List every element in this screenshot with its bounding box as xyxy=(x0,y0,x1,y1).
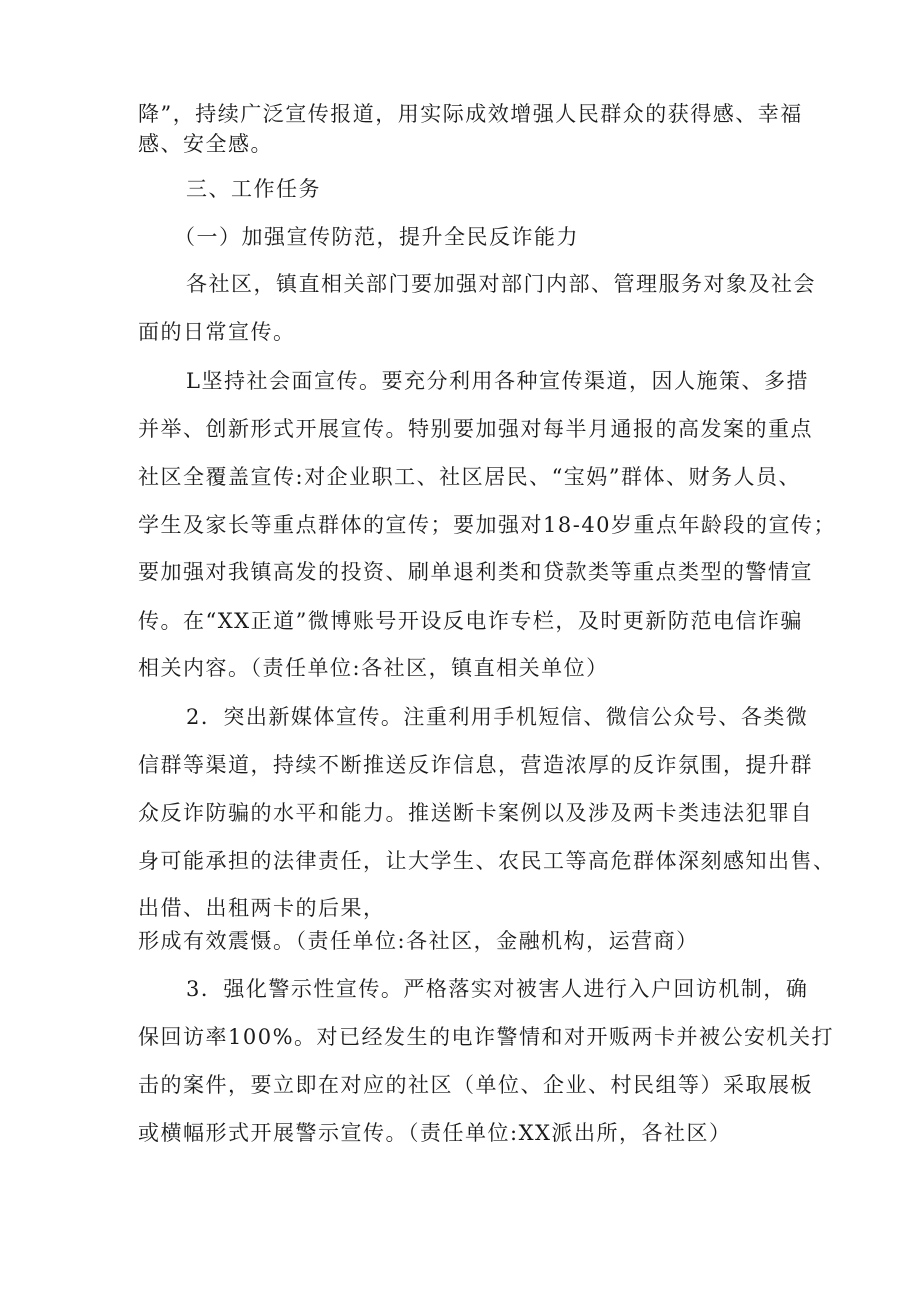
section-heading: 三、工作任务 xyxy=(186,177,321,201)
text-line: 或横幅形式开展警示宣传。（责任单位:XX派出所，各社区） xyxy=(138,1121,732,1145)
text-line: 社区全覆盖宣传:对企业职工、社区居民、“宝妈”群体、财务人员、 xyxy=(138,465,802,489)
text-line: 面的日常宣传。 xyxy=(138,320,296,344)
text-line: 2．突出新媒体宣传。注重利用手机短信、微信公众号、各类微 xyxy=(186,705,809,729)
text-line: 出借、出租两卡的后果， xyxy=(138,896,386,920)
text-line: 形成有效震慑。（责任单位:各社区，金融机构，运营商） xyxy=(138,929,699,953)
text-line: 感、安全感。 xyxy=(138,132,273,156)
text-line: 相关内容。（责任单位:各社区，镇直相关单位） xyxy=(138,656,609,680)
text-line: L坚持社会面宣传。要充分利用各种宣传渠道，因人施策、多措 xyxy=(186,369,809,393)
text-line: 击的案件，要立即在对应的社区（单位、企业、村民组等）采取展板 xyxy=(138,1073,813,1097)
text-line: 3．强化警示性宣传。严格落实对被害人进行入户回访机制，确 xyxy=(186,977,809,1001)
text-line: 身可能承担的法律责任，让大学生、农民工等高危群体深刻感知出售、 xyxy=(138,849,836,873)
subsection-heading: （一）加强宣传防范，提升全民反诈能力 xyxy=(174,225,579,249)
text-line: 学生及家长等重点群体的宣传；要加强对18-40岁重点年龄段的宣传； xyxy=(138,513,837,537)
text-line: 保回访率100%。对已经发生的电诈警情和对开贩两卡并被公安机关打 xyxy=(138,1025,835,1049)
text-line: 要加强对我镇高发的投资、刷单退利类和贷款类等重点类型的警情宣 xyxy=(138,560,813,584)
text-line: 各社区，镇直相关部门要加强对部门内部、管理服务对象及社会 xyxy=(186,272,816,296)
text-line: 降”，持续广泛宣传报道，用实际成效增强人民群众的获得感、幸福 xyxy=(138,102,803,126)
text-line: 信群等渠道，持续不断推送反诈信息，营造浓厚的反诈氛围，提升群 xyxy=(138,753,813,777)
text-line: 并举、创新形式开展宣传。特别要加强对每半月通报的高发案的重点 xyxy=(138,417,813,441)
text-line: 众反诈防骗的水平和能力。推送断卡案例以及涉及两卡类违法犯罪自 xyxy=(138,801,813,825)
text-line: 传。在“XX正道”微博账号开设反电诈专栏，及时更新防范电信诈骗 xyxy=(138,609,803,633)
